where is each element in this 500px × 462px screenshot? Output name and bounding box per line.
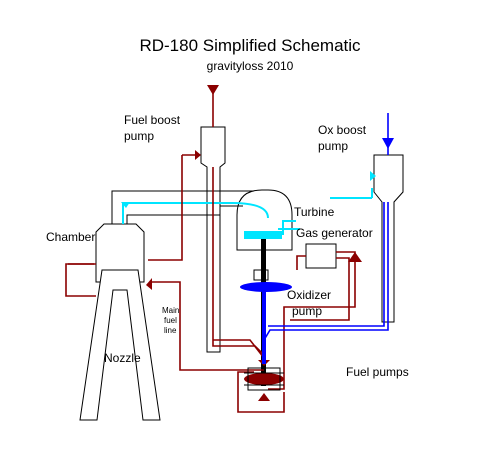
oxidizer-pump-rotor bbox=[240, 282, 292, 292]
gas-generator bbox=[306, 244, 336, 268]
main-fuel-line-label: Main fuel line bbox=[162, 306, 180, 335]
nozzle-label: Nozzle bbox=[104, 351, 141, 365]
oxidizer-pump-shaft bbox=[262, 284, 266, 364]
nozzle bbox=[80, 270, 160, 420]
diagram-title: RD-180 Simplified Schematic bbox=[139, 36, 361, 55]
fuel-pumps-label: Fuel pumps bbox=[346, 365, 409, 379]
ox-boost-pump-label: Ox boost pump bbox=[318, 123, 367, 153]
gas-generator-label: Gas generator bbox=[296, 226, 373, 240]
fuel-pump-rotor bbox=[244, 373, 284, 385]
turbine-rotor bbox=[244, 231, 282, 239]
oxidizer-pump-label: Oxidizer pump bbox=[287, 288, 332, 318]
fuel-boost-pump-label: Fuel boost pump bbox=[124, 113, 181, 143]
diagram-subtitle: gravityloss 2010 bbox=[206, 59, 294, 73]
chamber-label: Chamber bbox=[46, 230, 96, 244]
ox-inlet-arrow bbox=[382, 138, 394, 149]
turbine-label: Turbine bbox=[294, 205, 335, 219]
